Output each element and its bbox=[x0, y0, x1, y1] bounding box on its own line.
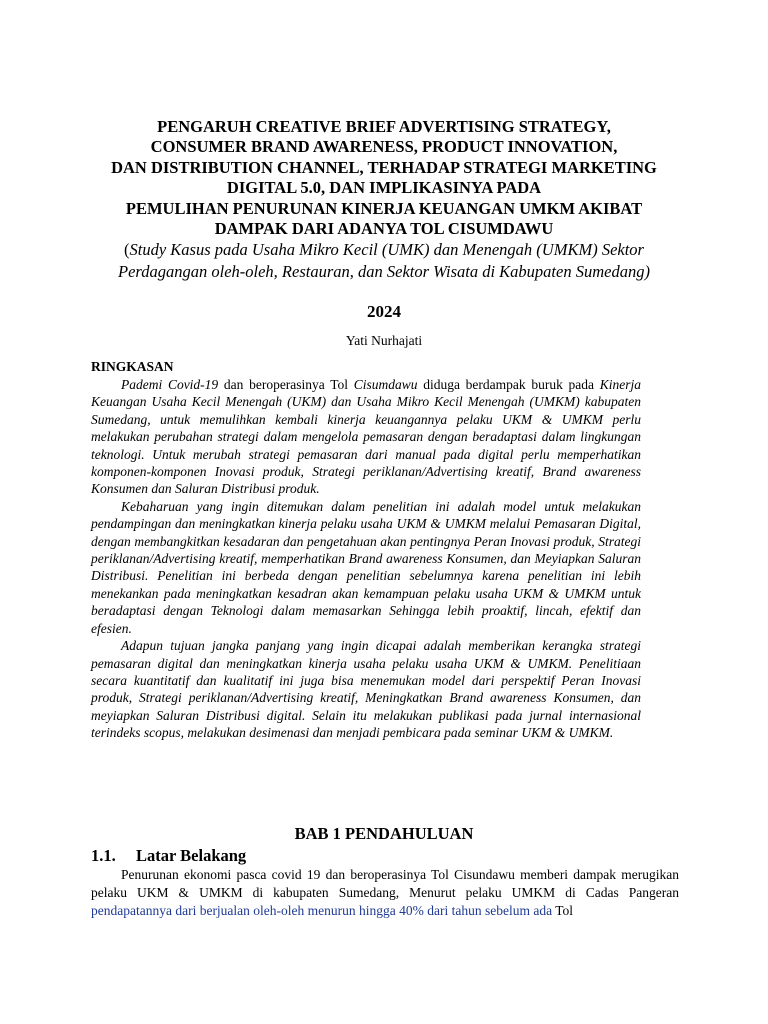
title-line-1: PENGARUH CREATIVE BRIEF ADVERTISING STRATEGY, bbox=[157, 117, 611, 136]
p1-covid: Pademi Covid-19 bbox=[121, 377, 219, 392]
section-heading bbox=[91, 846, 246, 866]
subtitle-open-paren: ( bbox=[124, 240, 130, 260]
title-line-6: DAMPAK DARI ADANYA TOL CISUMDAWU bbox=[214, 219, 554, 239]
p1-text-e: Kinerja Keuangan Usaha Kecil Menengah (UKM) dan Usaha Mikro Kecil Menengah (UMKM) kabupaten Sumedang, untuk memulihkan kembali kinerja keuangannya pelaku UKM & UMKM perlu melakukan perubahan strategi dalam mengelola pemasaran dengan beradaptasi dalam lingkungan teknologi. Untuk merubah strategi pemasaran dari manual pada digital perlu memperhatikan komponen-komponen Inovasi produk, Strategi periklanan/Advertising kreatif, Brand awareness Konsumen dan Saluran Distribusi produk. bbox=[91, 377, 641, 497]
year: 2024 bbox=[367, 302, 401, 321]
section-number: 1.1. bbox=[91, 846, 116, 865]
abstract-paragraph-3: Adapun tujuan jangka panjang yang ingin dicapai adalah memberikan kerangka strategi pemasaran digital dan meningkatkan kinerja usaha pelaku usaha UKM & UMKM. Penelitiaan secara kuantitatif dan kualitatif ini juga bisa menemukan model dari perspektif Peran Inovasi produk, Strategi periklanan/Advertising kreatif, Meningkatkan Brand awareness Konsumen, dan meyiapkan Saluran Distribusi digital. Selain itu melakukan publikasi pada jurnal internasional terindeks scopus, melakukan desimenasi dan menjadi pembicara pada seminar UKM & UMKM. bbox=[91, 638, 641, 741]
chapter-title: BAB 1 PENDAHULUAN bbox=[294, 824, 474, 843]
body-text-b: pendapatannya dari berjualan oleh-oleh menurun hingga 40% dari tahun sebelum ada bbox=[91, 903, 553, 918]
subtitle-line-2 bbox=[80, 261, 688, 283]
abstract-paragraph-2: Kebaharuan yang ingin ditemukan dalam penelitian ini adalah model untuk melakukan pendampingan dan meningkatkan kinerja pelaku usaha UKM & UMKM melalui Pemasaran Digital, dengan membangkitkan kesadaran dan pengetahuan akan pentingnya Peran Inovasi produk, Strategi periklanan/Advertising kreatif, memperhatikan Brand awareness Konsumen, dan Meyiapkan Saluran Distribusi. Penelitian ini berbeda dengan penelitian sebelumnya karena penelitian ini lebih menekankan pada meningkatkan kesadran akan kemampuan pelaku usaha UKM & UMKM untuk beradaptasi dengan Teknologi dalam memasarkan Sehingga lebih proaktif, lincah, efektif dan efesien. bbox=[91, 498, 641, 636]
title-line-2: CONSUMER BRAND AWARENESS, PRODUCT INNOVATION, bbox=[150, 137, 618, 157]
body-text-c: Tol bbox=[552, 903, 574, 918]
subtitle-text-2: Perdagangan oleh-oleh, Restauran, dan Sektor Wisata di Kabupaten Sumedang) bbox=[118, 262, 650, 282]
p1-text-d: diduga berdampak buruk pada bbox=[417, 377, 600, 392]
title-line-3: DAN DISTRIBUTION CHANNEL, TERHADAP STRATEGI MARKETING bbox=[111, 157, 657, 177]
subtitle-line-1 bbox=[80, 239, 688, 261]
abstract-heading: RINGKASAN bbox=[91, 359, 174, 374]
body-text-a: Penurunan ekonomi pasca covid 19 dan beroperasinya Tol Cisundawu memberi dampak merugikan pelaku UKM & UMKM di kabupaten Sumedang, Menurut pelaku UMKM di Cadas Pangeran bbox=[91, 867, 679, 900]
title-block bbox=[80, 117, 688, 283]
title-line-5: PEMULIHAN PENURUNAN KINERJA KEUANGAN UMKM AKIBAT bbox=[125, 198, 643, 218]
p1-cisumdawu: Cisumdawu bbox=[353, 377, 418, 392]
abstract-paragraph-1 bbox=[91, 376, 641, 498]
author: Yati Nurhajati bbox=[345, 333, 423, 348]
body-paragraph bbox=[91, 866, 679, 920]
p1-text-b: dan beroperasinya Tol bbox=[218, 377, 354, 392]
section-title: Latar Belakang bbox=[136, 846, 247, 865]
title-line-4: DIGITAL 5.0, DAN IMPLIKASINYA PADA bbox=[226, 178, 542, 198]
abstract-section bbox=[91, 358, 641, 742]
subtitle-text-1: Study Kasus pada Usaha Mikro Kecil (UMK) dan Menengah (UMKM) Sektor bbox=[129, 240, 644, 260]
